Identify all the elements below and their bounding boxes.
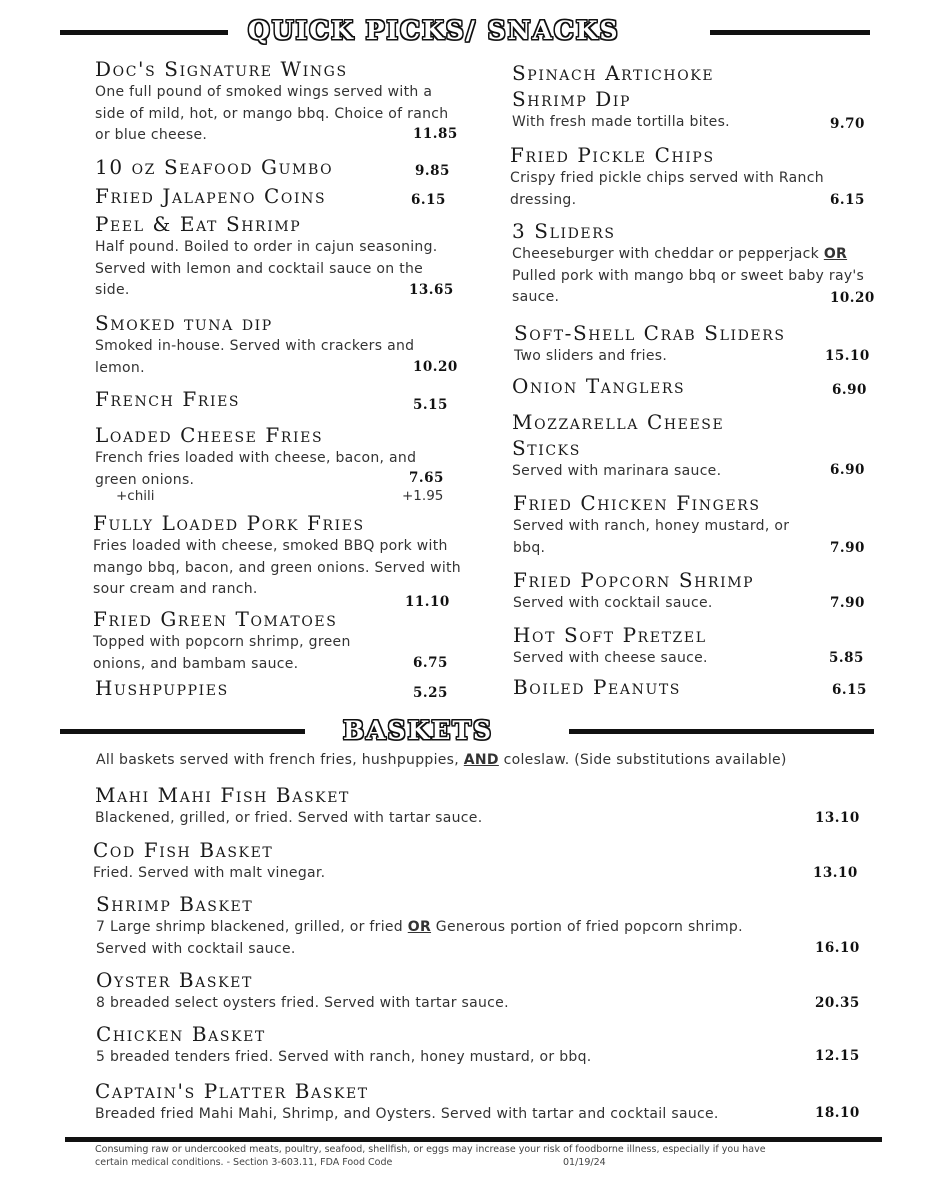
- item-name: Doc's Signature Wings: [95, 57, 348, 81]
- item-name: Onion Tanglers: [512, 374, 686, 398]
- menu-item-jalapeno-coins: [95, 183, 326, 209]
- item-desc: Smoked in-house. Served with crackers and lemon.: [95, 338, 415, 376]
- item-desc: Two sliders and fries.: [514, 348, 668, 364]
- item-name: Peel & Eat Shrimp: [95, 212, 302, 236]
- item-name: Boiled Peanuts: [513, 675, 681, 699]
- item-name: Fried Chicken Fingers: [513, 491, 761, 515]
- item-name: Fried Jalapeno Coins: [95, 184, 327, 208]
- addon-label: +chili: [116, 488, 155, 504]
- item-name: Chicken Basket: [96, 1022, 266, 1046]
- item-price: 6.15: [830, 192, 865, 208]
- footer-disclaimer: [95, 1143, 855, 1169]
- footer-line-1: Consuming raw or undercooked meats, poultry, seafood, shellfish, or eggs may increase your risk of foodborne illness, especially if you have: [95, 1144, 766, 1155]
- item-name: Loaded Cheese Fries: [95, 423, 324, 447]
- item-name: Spinach Artichoke Shrimp Dip: [512, 61, 715, 111]
- desc-text: Pulled pork with mango bbq or sweet baby ray's sauce.: [512, 267, 865, 305]
- item-price: 12.15: [815, 1048, 860, 1064]
- item-price: 10.20: [830, 290, 875, 306]
- basket-chicken: [96, 1021, 796, 1069]
- desc-text: Cheeseburger with cheddar or pepperjack: [512, 246, 820, 262]
- and-emphasis: AND: [463, 752, 499, 768]
- item-price: 15.10: [825, 348, 870, 364]
- item-name: Hot Soft Pretzel: [513, 623, 707, 647]
- item-price: 16.10: [815, 940, 860, 956]
- basket-mahi-mahi: [95, 782, 795, 830]
- item-price: 13.10: [813, 865, 858, 881]
- menu-item-pork-fries: [93, 510, 468, 601]
- menu-item-mozzarella-sticks: [512, 409, 812, 483]
- item-price: 13.10: [815, 810, 860, 826]
- or-emphasis: OR: [407, 919, 432, 935]
- baskets-heading: BASKETS: [343, 716, 494, 745]
- snacks-rule-left: [60, 30, 228, 35]
- or-emphasis: OR: [823, 246, 848, 262]
- item-name: Shrimp Basket: [96, 892, 254, 916]
- menu-item-smoked-tuna-dip: [95, 310, 465, 379]
- menu-item-soft-pretzel: [513, 622, 813, 670]
- item-price: 6.75: [413, 655, 448, 671]
- menu-item-french-fries: [95, 386, 240, 412]
- item-desc: Fries loaded with cheese, smoked BBQ pork with mango bbq, bacon, and green onions. Served with sour cream and ranch.: [93, 538, 461, 597]
- item-name: Captain's Platter Basket: [95, 1079, 369, 1103]
- item-name: Soft-Shell Crab Sliders: [514, 321, 786, 345]
- item-price: 7.65: [409, 470, 444, 486]
- item-desc: Served with cheese sauce.: [513, 650, 708, 666]
- item-price: 18.10: [815, 1105, 860, 1121]
- item-price: 6.15: [832, 682, 867, 698]
- baskets-rule-right: [569, 729, 874, 734]
- item-desc: With fresh made tortilla bites.: [512, 114, 730, 130]
- menu-item-seafood-gumbo: [95, 154, 333, 180]
- item-name: Mahi Mahi Fish Basket: [95, 783, 350, 807]
- item-price: 5.25: [413, 685, 448, 701]
- basket-cod-fish: [93, 837, 793, 885]
- basket-shrimp: [96, 891, 776, 960]
- basket-oyster: [96, 967, 796, 1015]
- item-name: Fully Loaded Pork Fries: [93, 511, 365, 535]
- item-desc: Breaded fried Mahi Mahi, Shrimp, and Oysters. Served with tartar and cocktail sauce.: [95, 1106, 719, 1122]
- item-desc: Crispy fried pickle chips served with Ranch dressing.: [510, 170, 824, 208]
- item-price: 7.90: [830, 595, 865, 611]
- menu-item-peel-eat-shrimp: [95, 211, 455, 302]
- baskets-rule-left: [60, 729, 305, 734]
- item-price: 11.85: [413, 126, 458, 142]
- item-name: Fried Popcorn Shrimp: [513, 568, 755, 592]
- menu-item-crab-sliders: [514, 320, 814, 368]
- item-name: Smoked tuna dip: [95, 311, 273, 335]
- menu-item-sliders: [512, 218, 872, 309]
- item-price: 11.10: [405, 594, 450, 610]
- snacks-rule-right: [710, 30, 870, 35]
- menu-item-hushpuppies: [95, 675, 229, 701]
- item-name: Oyster Basket: [96, 968, 253, 992]
- item-name: French Fries: [95, 387, 241, 411]
- item-price: 7.90: [830, 540, 865, 556]
- item-price: 20.35: [815, 995, 860, 1011]
- item-desc: 8 breaded select oysters fried. Served with tartar sauce.: [96, 995, 509, 1011]
- menu-item-boiled-peanuts: [513, 674, 681, 700]
- addon-price: +1.95: [402, 488, 444, 504]
- item-desc: Blackened, grilled, or fried. Served with tartar sauce.: [95, 810, 483, 826]
- desc-text: Generous portion of fried popcorn shrimp. Served with cocktail sauce.: [96, 919, 743, 957]
- item-desc: Fried. Served with malt vinegar.: [93, 865, 326, 881]
- footer-rule: [65, 1137, 882, 1142]
- item-desc: Served with ranch, honey mustard, or bbq.: [513, 518, 790, 556]
- item-name: Cod Fish Basket: [93, 838, 274, 862]
- item-name: 3 Sliders: [512, 219, 616, 243]
- item-price: 5.85: [829, 650, 864, 666]
- item-name: 10 oz Seafood Gumbo: [95, 155, 334, 179]
- item-price: 5.15: [413, 397, 448, 413]
- menu-item-pickle-chips: [510, 142, 872, 211]
- desc-text: 7 Large shrimp blackened, grilled, or fried: [96, 919, 408, 935]
- item-price: 10.20: [413, 359, 458, 375]
- item-price: 6.90: [832, 382, 867, 398]
- baskets-note: [96, 752, 787, 768]
- menu-item-docs-wings: [95, 56, 460, 147]
- item-desc: Served with cocktail sauce.: [513, 595, 713, 611]
- menu-item-spinach-dip: [512, 60, 812, 134]
- item-name: Fried Green Tomatoes: [93, 607, 338, 631]
- menu-item-fried-green-tomatoes: [93, 606, 403, 675]
- item-name: Hushpuppies: [95, 676, 229, 700]
- menu-item-popcorn-shrimp: [513, 567, 813, 615]
- item-desc: [96, 917, 776, 960]
- item-name: Mozzarella Cheese Sticks: [512, 410, 725, 460]
- item-name: Fried Pickle Chips: [510, 143, 715, 167]
- menu-item-onion-tanglers: [512, 373, 685, 399]
- menu-item-loaded-cheese-fries: [95, 422, 435, 491]
- item-desc: Half pound. Boiled to order in cajun seasoning. Served with lemon and cocktail sauce on the side.: [95, 239, 438, 298]
- menu-date: 01/19/24: [563, 1157, 606, 1168]
- fda-citation: certain medical conditions. - Section 3-603.11, FDA Food Code: [95, 1157, 393, 1168]
- menu-item-chicken-fingers: [513, 490, 813, 559]
- item-price: 13.65: [409, 282, 454, 298]
- item-desc: French fries loaded with cheese, bacon, and green onions.: [95, 450, 417, 488]
- note-text: All baskets served with french fries, hushpuppies,: [96, 752, 464, 768]
- item-desc: 5 breaded tenders fried. Served with ranch, honey mustard, or bbq.: [96, 1049, 592, 1065]
- item-price: 9.70: [830, 116, 865, 132]
- item-desc: One full pound of smoked wings served with a side of mild, hot, or mango bbq. Choice of ranch or blue cheese.: [95, 84, 449, 143]
- snacks-heading: QUICK PICKS/ SNACKS: [248, 16, 620, 45]
- item-desc: Served with marinara sauce.: [512, 463, 722, 479]
- item-desc: [512, 244, 872, 309]
- basket-captains-platter: [95, 1078, 815, 1126]
- footer-line-2: [95, 1156, 855, 1169]
- item-desc: Topped with popcorn shrimp, green onions, and bambam sauce.: [93, 634, 351, 672]
- item-price: 6.15: [411, 192, 446, 208]
- note-text: coleslaw. (Side substitutions available): [498, 752, 787, 768]
- item-price: 6.90: [830, 462, 865, 478]
- item-price: 9.85: [415, 163, 450, 179]
